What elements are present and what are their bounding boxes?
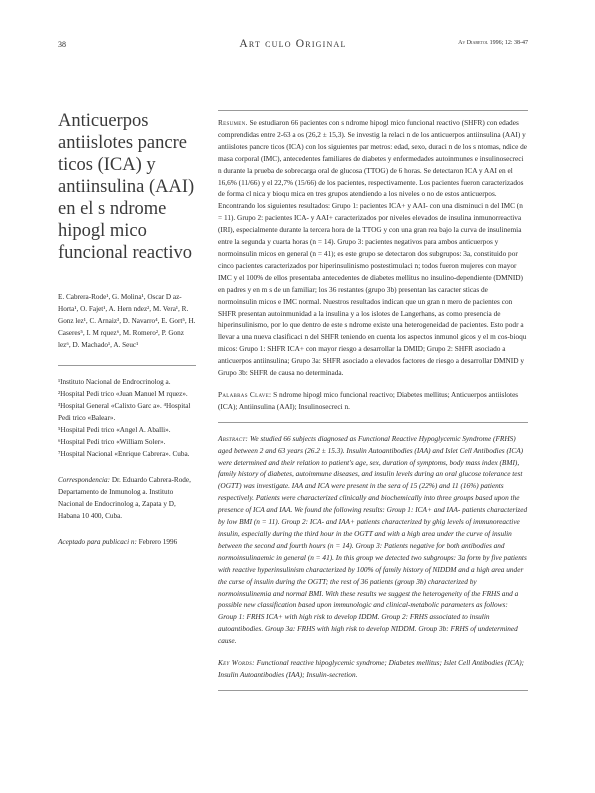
correspondence xyxy=(58,474,198,522)
accepted-text: Febrero 1996 xyxy=(136,538,178,546)
author-list: E. Cabrera-Rode¹, G. Molina¹, Oscar D az-Horta¹, O. Fajet¹, A. Hern ndez², M. Vera¹, R. Gonz lez¹, C. Arnaiz³, D. Navarro⁴, E. Gort⁵, H. Caseres⁵, I. M rquez⁶, M. Romero², P. Gonz lez⁶, D. Machado¹, A. Seuc¹ xyxy=(58,293,196,349)
accepted-date xyxy=(58,536,198,548)
abstract-paragraph xyxy=(218,433,528,647)
left-column xyxy=(58,110,198,548)
affiliation-line: ¹Instituto Nacional de Endrocrinolog a. xyxy=(58,378,171,386)
key-words xyxy=(218,657,528,681)
affiliation-line: ⁵Hospital Pedi trico «Angel A. Aballi». xyxy=(58,426,171,434)
affiliation-line: ²Hospital Pedi trico «Juan Manuel M rquez». ³Hospital General «Calixto Garc a». ⁴Hospital Pedi trico «Balear». xyxy=(58,390,191,422)
accepted-label: Aceptado para publicaci n: xyxy=(58,538,137,546)
top-divider xyxy=(218,110,528,111)
page-header xyxy=(58,40,528,54)
palabras-clave-label: Palabras Clave: xyxy=(218,389,272,399)
palabras-clave xyxy=(218,389,528,413)
key-words-label: Key Words: xyxy=(218,658,255,668)
right-column xyxy=(218,110,528,691)
affiliation-line: ⁷Hospital Nacional «Enrique Cabrera». Cuba. xyxy=(58,450,190,458)
bottom-divider xyxy=(218,690,528,691)
correspondence-label: Correspondencia: xyxy=(58,476,111,484)
article-title: Anticuerpos antiislotes pancre ticos (ICA) y antiinsulina (AAI) en el s ndrome hipogl mico funcional reactivo xyxy=(58,111,195,263)
resumen-text: Se estudiaron 66 pacientes con s ndrome hipogl mico funcional reactivo (SHFR) con edades comprendidas entre 2-63 a os (26,2 ± 15,3). Se investig la relaci n de los anticuerpos antiinsulina (AAI) y antiislotes pancre ticos (ICA) con los siguientes par metros: edad, sexo, duraci n de los s ntomas, ndice de masa corporal (IMC), antecedentes familiares de diabetes y enfermedades autoinmunes e insulinosecreci n durante la prueba de sobrecarga oral de glucosa (TTOG) de 6 horas. Se detectaron ICA y AAI en el 16,6% (11/66) y el 22,7% (15/66) de los pacientes, respectivamente. Los pacientes fueron caracterizados de forma cl nica y bioqu mica en tres grupos atendiendo a los niveles o no de estos anticuerpos. Encontrando los siguientes resultados: Grupo 1: pacientes ICA+ y AAI- con una disminuci n del IMC (n = 11). Grupo 2: pacientes ICA- y AAI+ caracterizados por niveles elevados de insulina inmunorreactiva (IRI), especialmente durante la tercera hora de la TTOG y con una gran rea bajo la curva de insulinemia entre la segunda y cuarta horas (n = 14). Grupo 3: pacientes negativos para ambos anticuerpos y normoinsulin micos en general (n = 41); es este grupo se detectaron dos subgrupos: 3a, constituido por cinco pacientes caracterizados por hiperinsulinismo postestimulaci n; todos fueron mujeres con mayor IMC y el 100% de ellos presentaba antecedentes de diabetes mellitus no insulino-dependiente (DMNID) en padres y en m s de un familiar; los 36 restantes (grupo 3b) presentan las caracter sticas de normoinsulin micos e IMC normal. Nuestros resultados indican que un gran n mero de pacientes con SHFR presentan autoinmunidad a la insulina y a los islotes de Langerhans, as como presencia de hiperinsulinismo, por lo que dentro de este s ndrome existe una heterogeneidad de pacientes. Esto podr a llevar a una nueva clasificaci n del SHFR teniendo en cuenta los aspectos inmunol gicos y el m cos-bioqu micos: Grupo 1: SHFR ICA+ con mayor riesgo a desarrollar la DMID; Grupo 2: SHFR asociado a anticuerpos antiinsulina; Grupo 3a: SHFR asociado a elevados factores de riesgo a desarrollar DMNID y Grupo 3b: SHFR de causa no determinada. xyxy=(218,118,528,378)
affiliations xyxy=(58,376,198,460)
palabras-clave-text: S ndrome hipogl mico funcional reactivo; Diabetes mellitus; Anticuerpos antiislotes (ICA); Antiinsulina (AAI); Insulinosecreci n. xyxy=(218,389,519,411)
abstract-divider xyxy=(218,422,528,423)
affiliation-line: ⁶Hospital Pedi trico «William Soler». xyxy=(58,438,166,446)
resumen-label: Resumen. xyxy=(218,118,248,127)
journal-citation: Av Diabetol 1996; 12: 38-47 xyxy=(458,40,528,46)
correspondence-text: Dr. Eduardo Cabrera-Rode, Departamento de Inmunolog a. Instituto Nacional de Endocrinolog a, Zapata y D, Habana 10 400, Cuba. xyxy=(58,476,191,520)
section-title: Art culo Original xyxy=(239,38,347,50)
resumen-paragraph xyxy=(218,117,528,379)
key-words-text: Functional reactive hipoglycemic syndrome; Diabetes mellitus; Islet Cell Antibodies (ICA); Insulin Autoantibodies (IAA); Insulin-secretion. xyxy=(218,658,525,679)
abstract-label: Abstract: xyxy=(218,433,249,443)
left-divider xyxy=(58,365,196,366)
page-number: 38 xyxy=(58,40,66,49)
abstract-text: We studied 66 subjects diagnosed as Functional Reactive Hypoglycemic Syndrome (FRHS) aged between 2 and 63 years (26.2 ± 15.3). Insulin Autoantibodies (IAA) and Islet Cell Antibodies (ICA) were determined and their relation to patient's age, sex, duration of symptoms, body mass index (BMI), family history of diabetes, autoimmune diseases, and insulin levels during an oral glucose tolerance test (OGTT) was investigate. IAA and ICA were present in the sera of 15 (22%) and 11 (16%) patients respectively. Patients were characterized clinically and biochemically into three groups based upon the presence of ICA and IAA. We found the following results: Group 1: ICA+ and IAA- patients characterized by low BMI (n = 11). Group 2: ICA- and IAA+ patients characterized by ghig levels of immunoreactive insulin, especially during the third hour in the OGTT and with a high area under the curve of insulin between the second and fourth hours (n = 14). Group 3: Patients negative for both antibodies and normoinsulinaemic in general (n = 41). In this group we detected two subgroups: 3a form by five patients with reactive hyperinsulinism characterized by 100% of family history of NIDDM and a high area under the curse of insulin during the OGTT; the rest of 36 patients (group 3b) characterized by normoinsulinemia and normal BMI. With these results we suggest the heterogeneity of the FRHS and a possible new classification based upon immunologic and clinical-metabolic parameters as follows: Group 1: FRHS ICA+ with high risk to develop IDDM. Group 2: FRHS associated to insulin autoantibodies. Group 3a: FRHS with high risk to develop NIDDM. Group 3b: FRHS of undetermined cause. xyxy=(218,433,528,646)
